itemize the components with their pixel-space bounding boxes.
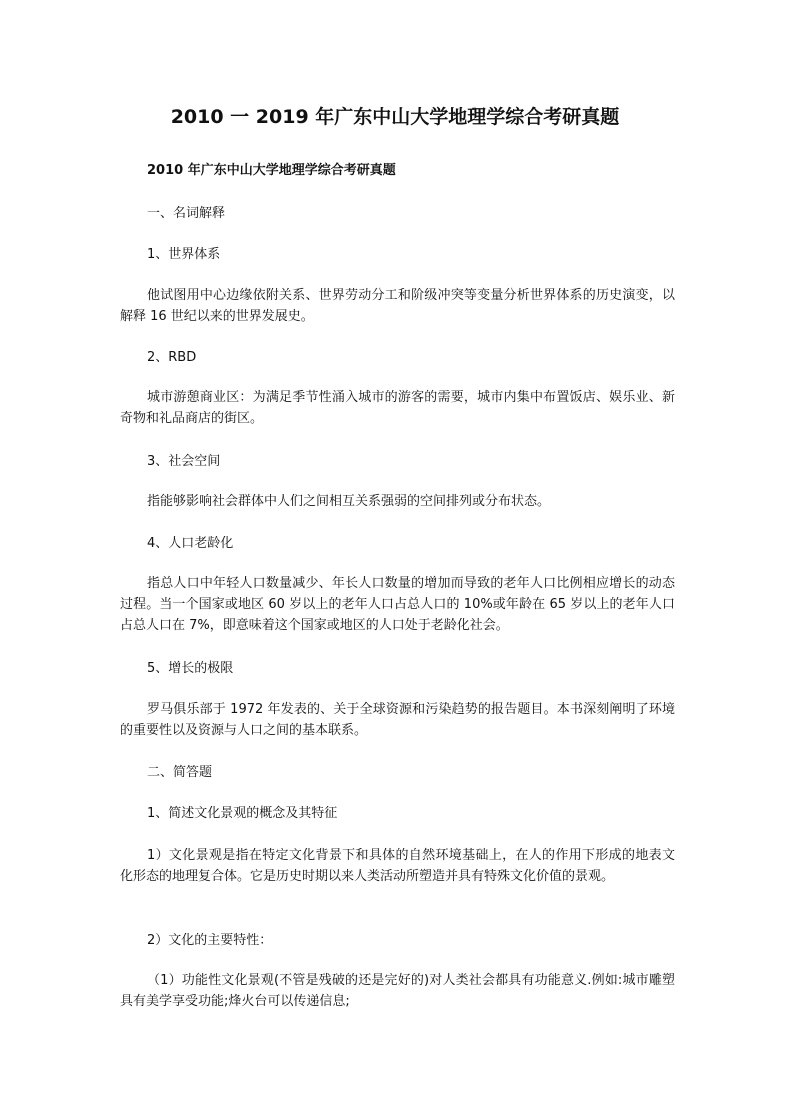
short-answer-subheading-2: 2）文化的主要特性： bbox=[147, 933, 273, 948]
question-heading-1: 1、世界体系 bbox=[147, 247, 221, 262]
document-title: 2010 一 2019 年广东中山大学地理学综合考研真题 bbox=[170, 106, 620, 128]
section-heading-short-answer: 二、简答题 bbox=[147, 765, 213, 780]
question-heading-3: 3、社会空间 bbox=[147, 454, 221, 469]
answer-paragraph-4: 指总人口中年轻人口数量减少、年长人口数量的增加而导致的老年人口比例相应增长的动态过程。当一个国家或地区 60 岁以上的老年人口占总人口的 10%或年龄在 65 岁以上的老年人口占总人口在 7%，即意味着这个国家或地区的人口处于老龄化社会。 bbox=[120, 576, 675, 633]
question-heading-5: 5、增长的极限 bbox=[147, 661, 234, 676]
question-heading-4: 4、人口老龄化 bbox=[147, 536, 234, 551]
answer-paragraph-5: 罗马俱乐部于 1972 年发表的、关于全球资源和污染趋势的报告题目。本书深刻阐明了环境的重要性以及资源与人口之间的基本联系。 bbox=[120, 702, 675, 738]
question-heading-2: 2、RBD bbox=[147, 350, 197, 365]
short-question-heading-1: 1、简述文化景观的概念及其特征 bbox=[147, 806, 338, 821]
short-answer-paragraph-3: （1）功能性文化景观(不管是残破的还是完好的)对人类社会都具有功能意义.例如:城市雕塑具有美学享受功能;烽火台可以传递信息; bbox=[120, 973, 675, 1009]
answer-paragraph-3: 指能够影响社会群体中人们之间相互关系强弱的空间排列或分布状态。 bbox=[147, 494, 551, 509]
section-heading-terms: 一、名词解释 bbox=[147, 206, 226, 221]
exam-subtitle: 2010 年广东中山大学地理学综合考研真题 bbox=[147, 163, 396, 178]
short-answer-paragraph-1: 1）文化景观是指在特定文化背景下和具体的自然环境基础上，在人的作用下形成的地表文化形态的地理复合体。它是历史时期以来人类活动所塑造并具有特殊文化价值的景观。 bbox=[120, 848, 675, 884]
answer-paragraph-2: 城市游憩商业区：为满足季节性涌入城市的游客的需要，城市内集中布置饭店、娱乐业、新奇物和礼品商店的街区。 bbox=[120, 390, 675, 426]
answer-paragraph-1: 他试图用中心边缘依附关系、世界劳动分工和阶级冲突等变量分析世界体系的历史演变，以解释 16 世纪以来的世界发展史。 bbox=[120, 288, 675, 324]
